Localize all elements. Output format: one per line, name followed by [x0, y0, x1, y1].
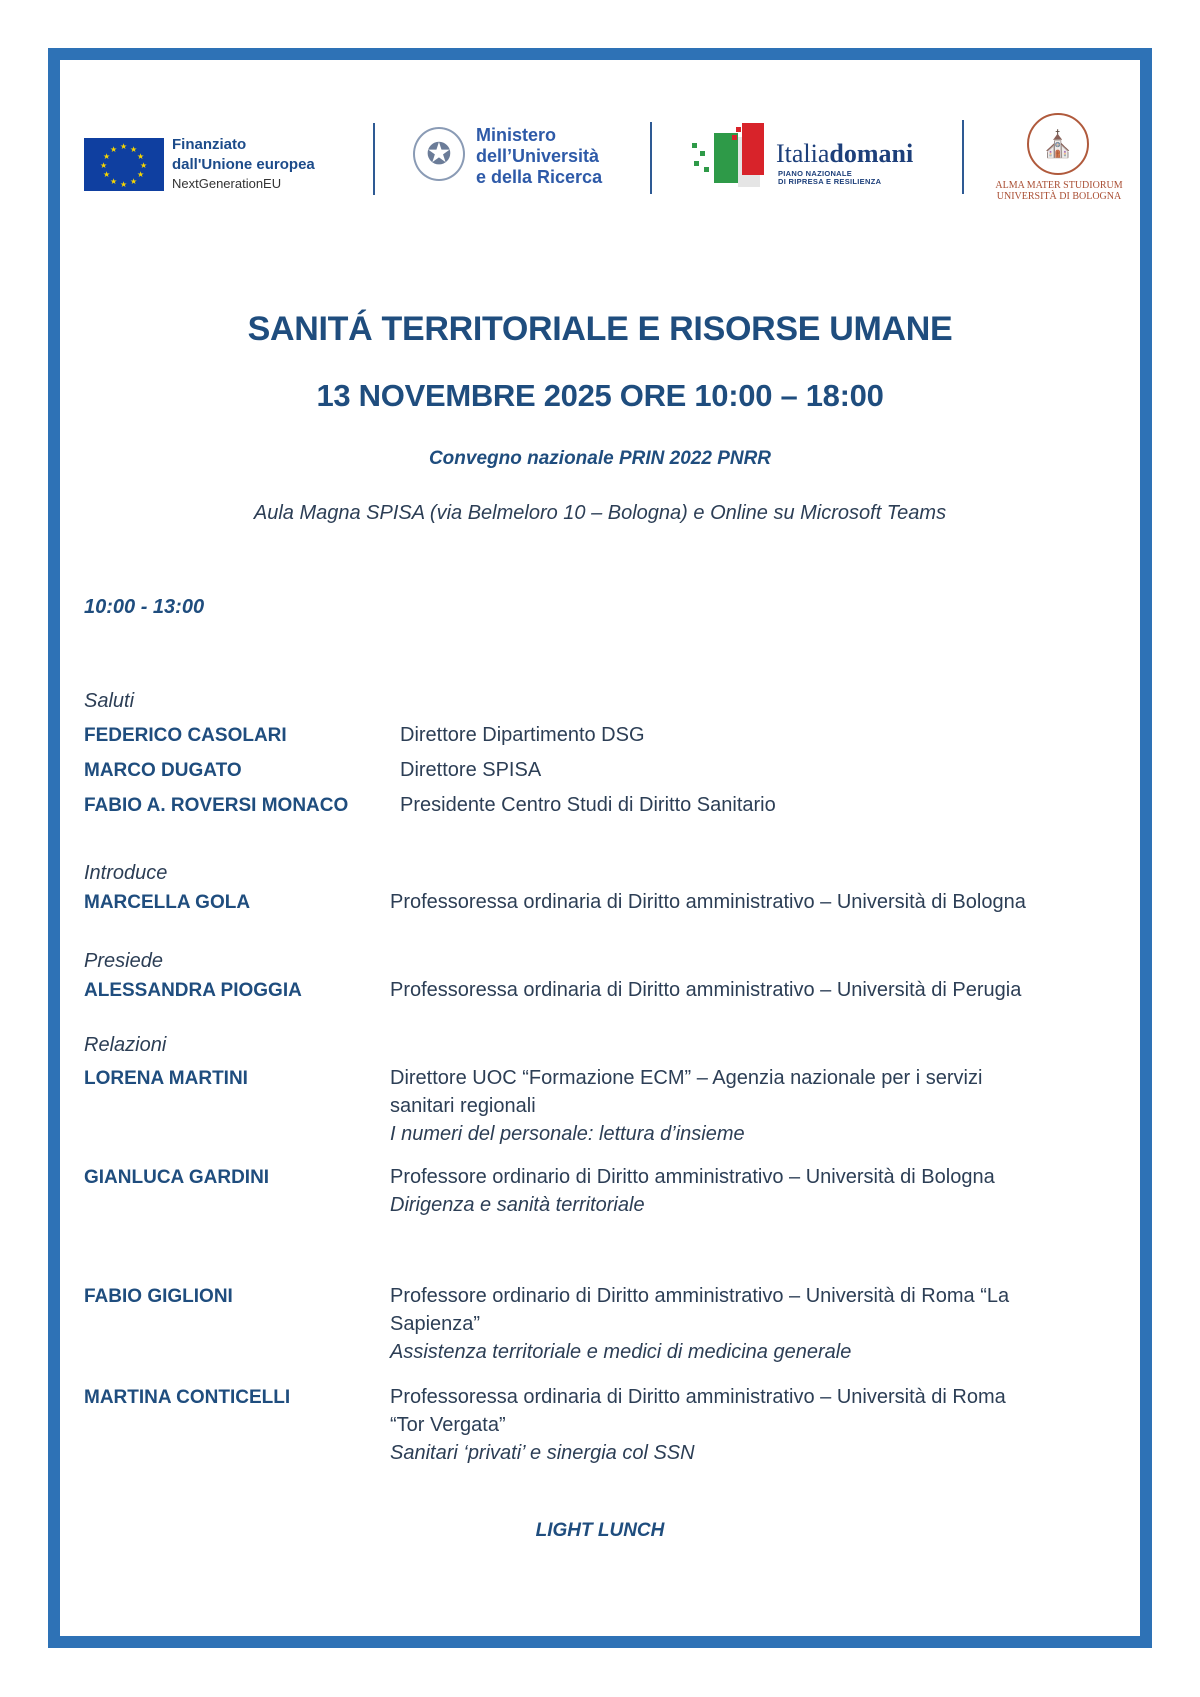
speaker-role-cont: sanitari regionali: [390, 1095, 536, 1117]
relazioni-label: Relazioni: [84, 1034, 167, 1056]
mur-logo-text: [476, 125, 602, 188]
speaker-name: MARCO DUGATO: [84, 760, 242, 781]
italiadomani-word-light: Italia: [776, 139, 830, 168]
talk-title: I numeri del personale: lettura d’insieme: [390, 1123, 745, 1145]
mur-line-1: Ministero: [476, 125, 557, 145]
talk-title: Sanitari ‘privati’ e sinergia col SSN: [390, 1442, 695, 1464]
event-date: 13 NOVEMBRE 2025 ORE 10:00 – 18:00: [316, 378, 884, 413]
italian-emblem-icon: ✪: [413, 127, 465, 181]
speaker-details: [390, 1282, 1009, 1366]
eu-line-1: Finanziato: [172, 136, 247, 153]
eu-flag-icon: ★ ★ ★ ★ ★ ★ ★ ★ ★ ★ ★ ★: [84, 138, 164, 191]
presiede-label: Presiede: [84, 950, 163, 972]
logo-divider: [962, 120, 964, 194]
speaker-role: Professore ordinario di Diritto amministrativo – Università di Bologna: [390, 1166, 995, 1188]
speaker-name: MARCELLA GOLA: [84, 892, 251, 913]
speaker-role: Professoressa ordinaria di Diritto amministrativo – Università di Bologna: [390, 891, 1026, 913]
logo-divider: [650, 122, 652, 194]
speaker-name: FABIO A. ROVERSI MONACO: [84, 795, 349, 816]
event-venue: Aula Magna SPISA (via Belmeloro 10 – Bologna) e Online su Microsoft Teams: [253, 502, 947, 524]
event-title: SANITÁ TERRITORIALE E RISORSE UMANE: [247, 310, 953, 348]
light-lunch-label: LIGHT LUNCH: [535, 1520, 665, 1541]
speaker-role: Professoressa ordinaria di Diritto amministrativo – Università di Perugia: [390, 979, 1022, 1001]
speaker-name: MARTINA CONTICELLI: [84, 1387, 291, 1408]
speaker-role: Direttore UOC “Formazione ECM” – Agenzia nazionale per i servizi: [390, 1067, 983, 1089]
italiadomani-flag-icon: [692, 123, 772, 188]
unibo-line-2: UNIVERSITÀ DI BOLOGNA: [996, 191, 1122, 202]
speaker-name: ALESSANDRA PIOGGIA: [84, 980, 302, 1001]
unibo-logo-text: [990, 180, 1128, 202]
unibo-seal-icon: ⛪: [1027, 113, 1089, 175]
speaker-role: Presidente Centro Studi di Diritto Sanitario: [400, 794, 776, 816]
mur-line-3: e della Ricerca: [476, 167, 603, 187]
speaker-name: GIANLUCA GARDINI: [84, 1167, 270, 1188]
eu-line-2: dall'Unione europea: [172, 156, 315, 173]
italiadomani-wordmark: [776, 140, 913, 168]
speaker-role-cont: Sapienza”: [390, 1313, 481, 1335]
introduce-label: Introduce: [84, 862, 168, 884]
eu-funding-text: [172, 135, 315, 193]
italiadomani-word-bold: domani: [829, 139, 914, 168]
speaker-role: Direttore SPISA: [400, 759, 542, 781]
speaker-details: [390, 1064, 982, 1148]
eu-line-3: NextGenerationEU: [172, 176, 282, 191]
italiadomani-subtitle: [778, 170, 881, 186]
mur-line-2: dell’Università: [476, 146, 600, 166]
speaker-name: FEDERICO CASOLARI: [84, 725, 287, 746]
speaker-name: LORENA MARTINI: [84, 1068, 248, 1089]
speaker-role-cont: “Tor Vergata”: [390, 1414, 506, 1436]
italiadomani-sub-1: PIANO NAZIONALE: [778, 169, 853, 178]
speaker-details: [390, 1163, 995, 1219]
speaker-role: Professore ordinario di Diritto amministrativo – Università di Roma “La: [390, 1285, 1010, 1307]
italiadomani-sub-2: DI RIPRESA E RESILIENZA: [778, 177, 882, 186]
talk-title: Assistenza territoriale e medici di medicina generale: [390, 1341, 852, 1363]
speaker-name: FABIO GIGLIONI: [84, 1286, 233, 1307]
unibo-line-1: ALMA MATER STUDIORUM: [995, 180, 1123, 191]
speaker-details: [390, 1383, 1006, 1467]
talk-title: Dirigenza e sanità territoriale: [390, 1194, 645, 1216]
speaker-role: Direttore Dipartimento DSG: [400, 724, 645, 746]
speaker-role: Professoressa ordinaria di Diritto amministrativo – Università di Roma: [390, 1386, 1006, 1408]
event-subtitle: Convegno nazionale PRIN 2022 PNRR: [428, 448, 772, 469]
session-time: 10:00 - 13:00: [84, 596, 205, 618]
saluti-label: Saluti: [84, 690, 135, 712]
logo-divider: [373, 123, 375, 195]
